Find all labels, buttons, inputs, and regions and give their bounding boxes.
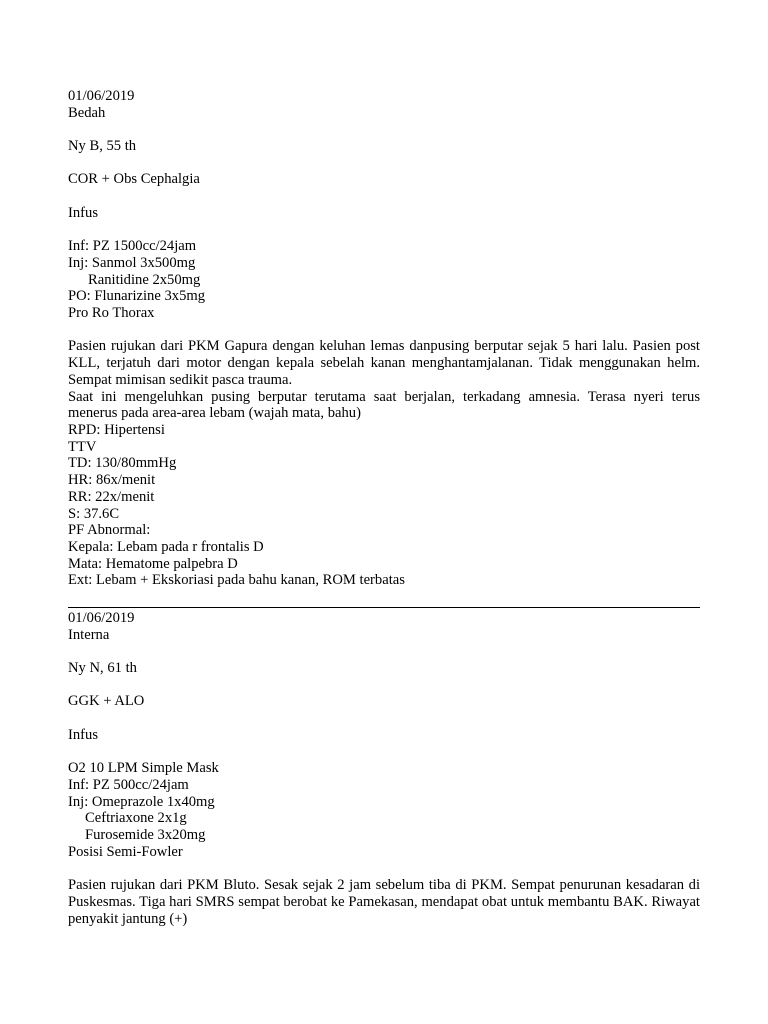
- finding-line: PF Abnormal:: [68, 522, 151, 539]
- patient-entry-2: [68, 610, 700, 927]
- finding-line: TD: 130/80mmHg: [68, 455, 177, 472]
- entry-disposition: Infus: [68, 726, 98, 743]
- entry-disposition: Infus: [68, 204, 98, 221]
- entry-department: Bedah: [68, 104, 106, 121]
- finding-line: TTV: [68, 438, 97, 455]
- order-infusion: Inf: PZ 1500cc/24jam: [68, 238, 197, 255]
- finding-line: RPD: Hipertensi: [68, 421, 165, 438]
- finding-line: S: 37.6C: [68, 505, 120, 522]
- history-paragraph: Saat ini mengeluhkan pusing berputar terutama saat berjalan, terkadang amnesia. Terasa nyeri terus menerus pada area-area lebam (wajah mata, bahu): [68, 388, 700, 422]
- order-infusion: Inf: PZ 500cc/24jam: [68, 776, 189, 793]
- finding-line: Mata: Hematome palpebra D: [68, 555, 238, 572]
- entry-divider: [68, 607, 700, 608]
- order-oxygen: O2 10 LPM Simple Mask: [68, 760, 219, 777]
- entry-date: 01/06/2019: [68, 88, 135, 104]
- finding-line: Kepala: Lebam pada r frontalis D: [68, 538, 264, 555]
- order-injection-extra: Furosemide 3x20mg: [85, 827, 206, 844]
- order-oral: PO: Flunarizine 3x5mg: [68, 288, 206, 305]
- order-position: Posisi Semi-Fowler: [68, 843, 183, 860]
- finding-line: HR: 86x/menit: [68, 472, 156, 489]
- finding-line: RR: 22x/menit: [68, 488, 155, 505]
- patient-entry-1: [68, 88, 700, 589]
- history-paragraph: Pasien rujukan dari PKM Gapura dengan keluhan lemas danpusing berputar sejak 5 hari lalu. Pasien post KLL, terjatuh dari motor dengan kepala sebelah kanan menghantamjalanan. Tidak menggunakan helm. Sempat mimisan sedikit pasca trauma.: [68, 338, 700, 388]
- order-injection: Inj: Sanmol 3x500mg: [68, 254, 196, 271]
- order-procedure: Pro Ro Thorax: [68, 305, 155, 322]
- order-injection: Inj: Omeprazole 1x40mg: [68, 793, 215, 810]
- entry-patient: Ny B, 55 th: [68, 138, 137, 155]
- order-injection-extra: Ceftriaxone 2x1g: [85, 810, 187, 827]
- entry-diagnosis: GGK + ALO: [68, 693, 145, 710]
- history-paragraph: Pasien rujukan dari PKM Bluto. Sesak sejak 2 jam sebelum tiba di PKM. Sempat penurunan kesadaran di Puskesmas. Tiga hari SMRS sempat berobat ke Pamekasan, mendapat obat untuk membantu BAK. Riwayat penyakit jantung (+): [68, 877, 700, 927]
- entry-diagnosis: COR + Obs Cephalgia: [68, 171, 200, 188]
- finding-line: Ext: Lebam + Ekskoriasi pada bahu kanan, ROM terbatas: [68, 572, 405, 589]
- entry-date: 01/06/2019: [68, 610, 135, 626]
- entry-patient: Ny N, 61 th: [68, 660, 137, 677]
- entry-department: Interna: [68, 626, 110, 643]
- order-injection-extra: Ranitidine 2x50mg: [88, 271, 201, 288]
